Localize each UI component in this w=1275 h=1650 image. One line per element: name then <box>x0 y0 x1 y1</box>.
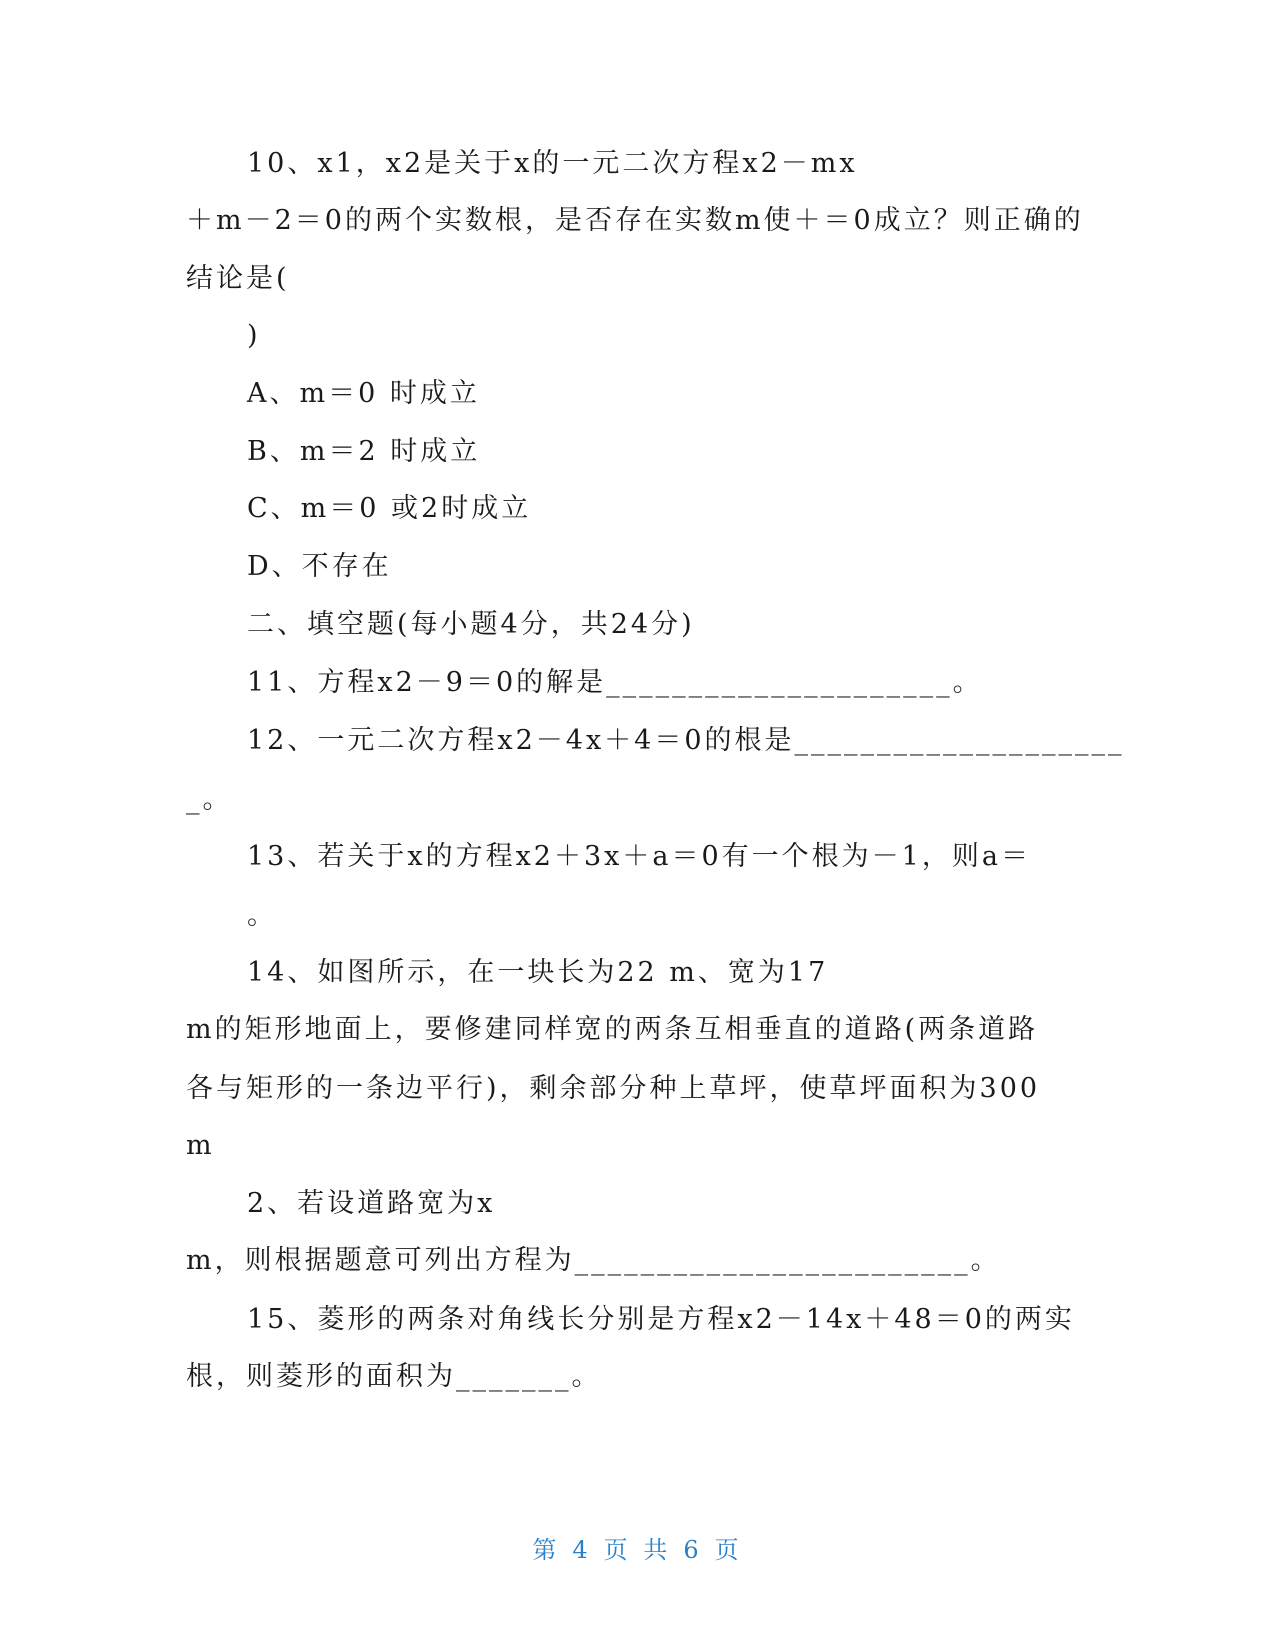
footer-prefix: 第 <box>532 1536 561 1564</box>
question-12-line-2: _。 <box>186 784 233 815</box>
question-10-line-3: 结论是( <box>186 263 290 294</box>
question-14-line-5: 2、若设道路宽为x <box>247 1188 496 1219</box>
question-10-line-2: ＋m－2＝0的两个实数根，是否存在实数m使＋＝0成立？则正确的 <box>186 205 1084 236</box>
footer-mid: 页 共 <box>603 1536 672 1564</box>
question-12-line-1: 12、一元二次方程x2－4x＋4＝0的根是____________________ <box>247 725 1125 756</box>
footer-page-number: 4 <box>572 1536 592 1564</box>
question-14-line-1: 14、如图所示，在一块长为22 m、宽为17 <box>247 957 829 988</box>
question-14-line-6: m，则根据题意可列出方程为________________________。 <box>186 1245 1001 1276</box>
footer-suffix: 页 <box>714 1536 743 1564</box>
option-a: A、m＝0 时成立 <box>247 378 480 409</box>
question-15-line-1: 15、菱形的两条对角线长分别是方程x2－14x＋48＝0的两实 <box>247 1304 1075 1335</box>
question-10-line-1: 10、x1，x2是关于x的一元二次方程x2－mx <box>247 148 858 179</box>
question-11: 11、方程x2－9＝0的解是_____________________。 <box>247 667 983 698</box>
option-b: B、m＝2 时成立 <box>247 436 481 467</box>
option-c: C、m＝0 或2时成立 <box>247 493 532 524</box>
question-15-line-2: 根，则菱形的面积为_______。 <box>186 1361 602 1392</box>
question-10-answer-paren: ) <box>247 320 261 351</box>
question-14-line-3: 各与矩形的一条边平行)，剩余部分种上草坪，使草坪面积为300 <box>186 1073 1041 1104</box>
question-14-line-4: m <box>186 1130 215 1161</box>
question-13: 13、若关于x的方程x2＋3x＋a＝0有一个根为－1，则a＝ <box>247 841 1031 872</box>
option-d: D、不存在 <box>247 551 392 582</box>
footer-total-pages: 6 <box>683 1536 703 1564</box>
page-footer <box>0 1530 1275 1565</box>
question-14-line-2: m的矩形地面上，要修建同样宽的两条互相垂直的道路(两条道路 <box>186 1014 1039 1045</box>
section-heading-fill-in: 二、填空题(每小题4分，共24分) <box>247 609 695 640</box>
question-13-end: 。 <box>247 900 277 931</box>
